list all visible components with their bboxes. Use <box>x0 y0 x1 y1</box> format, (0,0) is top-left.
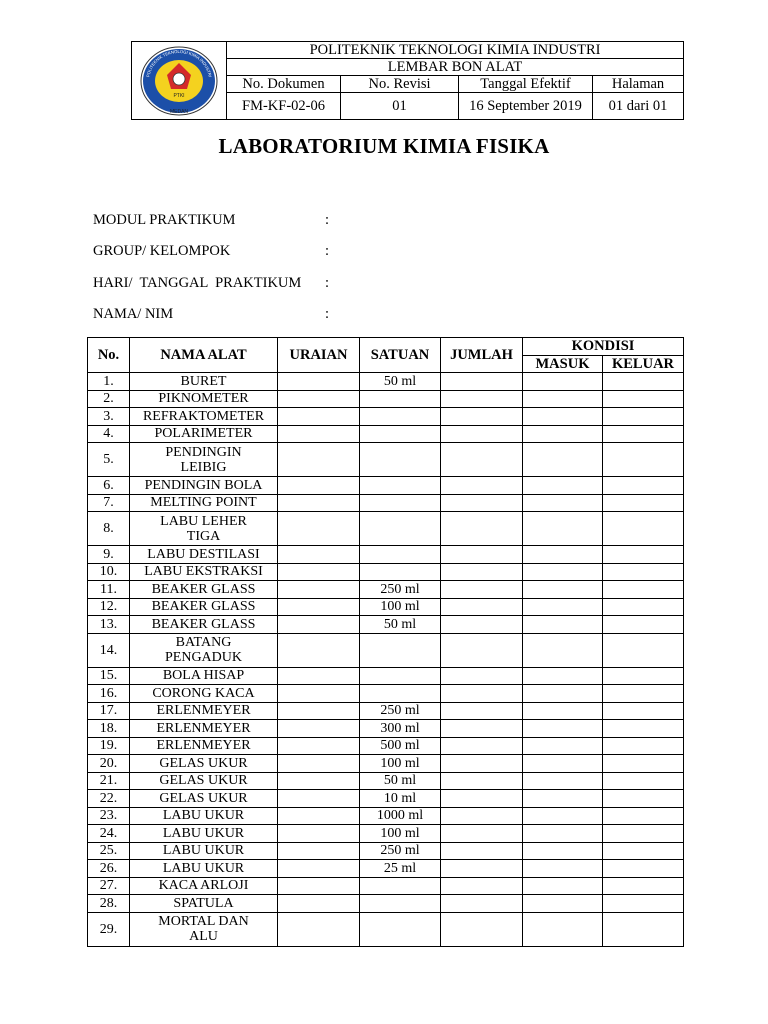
cell-no: 14. <box>88 633 130 667</box>
cell-jumlah <box>441 895 523 913</box>
effective-date-value: 16 September 2019 <box>459 93 593 120</box>
cell-jumlah <box>441 720 523 738</box>
cell-nama-alat: GELAS UKUR <box>130 755 278 773</box>
cell-jumlah <box>441 512 523 546</box>
cell-uraian <box>278 842 360 860</box>
form-field-colon: : <box>325 275 330 291</box>
cell-uraian <box>278 581 360 599</box>
cell-satuan <box>360 408 441 426</box>
cell-nama-alat: ERLENMEYER <box>130 702 278 720</box>
cell-nama-alat: BOLA HISAP <box>130 667 278 685</box>
page-value: 01 dari 01 <box>593 93 684 120</box>
cell-uraian <box>278 598 360 616</box>
cell-no: 25. <box>88 842 130 860</box>
form-field-colon: : <box>325 243 330 259</box>
cell-keluar <box>603 772 684 790</box>
cell-no: 27. <box>88 877 130 895</box>
cell-jumlah <box>441 477 523 495</box>
cell-nama-alat: LABU UKUR <box>130 860 278 878</box>
cell-satuan: 250 ml <box>360 842 441 860</box>
cell-masuk <box>523 755 603 773</box>
cell-nama-alat: BATANG PENGADUK <box>130 633 278 667</box>
cell-masuk <box>523 912 603 946</box>
cell-masuk <box>523 598 603 616</box>
table-row <box>88 860 684 878</box>
table-row <box>88 598 684 616</box>
table-row <box>88 546 684 564</box>
cell-no: 4. <box>88 425 130 443</box>
table-row <box>88 494 684 512</box>
cell-masuk <box>523 790 603 808</box>
cell-masuk <box>523 737 603 755</box>
cell-keluar <box>603 390 684 408</box>
cell-masuk <box>523 408 603 426</box>
cell-uraian <box>278 825 360 843</box>
form-field-colon: : <box>325 212 330 228</box>
cell-satuan <box>360 667 441 685</box>
cell-nama-alat: LABU LEHER TIGA <box>130 512 278 546</box>
cell-masuk <box>523 807 603 825</box>
cell-jumlah <box>441 390 523 408</box>
cell-jumlah <box>441 598 523 616</box>
table-row <box>88 443 684 477</box>
form-field-label: MODUL PRAKTIKUM <box>93 212 236 228</box>
cell-keluar <box>603 477 684 495</box>
cell-jumlah <box>441 633 523 667</box>
cell-keluar <box>603 667 684 685</box>
cell-uraian <box>278 425 360 443</box>
cell-uraian <box>278 702 360 720</box>
cell-masuk <box>523 494 603 512</box>
table-row <box>88 685 684 703</box>
cell-jumlah <box>441 807 523 825</box>
cell-nama-alat: POLARIMETER <box>130 425 278 443</box>
cell-masuk <box>523 685 603 703</box>
cell-uraian <box>278 877 360 895</box>
table-row <box>88 912 684 946</box>
cell-nama-alat: GELAS UKUR <box>130 772 278 790</box>
col-header-satuan: SATUAN <box>360 338 441 373</box>
cell-jumlah <box>441 702 523 720</box>
cell-no: 23. <box>88 807 130 825</box>
cell-nama-alat: GELAS UKUR <box>130 790 278 808</box>
cell-no: 7. <box>88 494 130 512</box>
cell-no: 12. <box>88 598 130 616</box>
cell-nama-alat: BEAKER GLASS <box>130 598 278 616</box>
cell-satuan <box>360 494 441 512</box>
cell-uraian <box>278 633 360 667</box>
cell-no: 28. <box>88 895 130 913</box>
cell-nama-alat: BEAKER GLASS <box>130 616 278 634</box>
cell-no: 11. <box>88 581 130 599</box>
equipment-table <box>87 337 684 947</box>
cell-satuan: 300 ml <box>360 720 441 738</box>
cell-masuk <box>523 390 603 408</box>
cell-masuk <box>523 772 603 790</box>
table-row <box>88 737 684 755</box>
cell-satuan: 100 ml <box>360 755 441 773</box>
cell-no: 16. <box>88 685 130 703</box>
header-col-effective-date: Tanggal Efektif <box>459 76 593 93</box>
cell-uraian <box>278 546 360 564</box>
cell-jumlah <box>441 408 523 426</box>
cell-uraian <box>278 895 360 913</box>
cell-jumlah <box>441 494 523 512</box>
cell-uraian <box>278 477 360 495</box>
cell-keluar <box>603 825 684 843</box>
logo-cell <box>132 42 227 120</box>
cell-satuan <box>360 563 441 581</box>
cell-keluar <box>603 563 684 581</box>
cell-satuan: 50 ml <box>360 772 441 790</box>
cell-keluar <box>603 425 684 443</box>
cell-satuan <box>360 390 441 408</box>
cell-keluar <box>603 720 684 738</box>
cell-masuk <box>523 825 603 843</box>
cell-keluar <box>603 702 684 720</box>
cell-masuk <box>523 720 603 738</box>
table-row <box>88 477 684 495</box>
table-row <box>88 390 684 408</box>
cell-uraian <box>278 685 360 703</box>
cell-masuk <box>523 633 603 667</box>
cell-masuk <box>523 842 603 860</box>
cell-keluar <box>603 685 684 703</box>
header-col-page: Halaman <box>593 76 684 93</box>
cell-masuk <box>523 373 603 391</box>
cell-keluar <box>603 373 684 391</box>
cell-nama-alat: PIKNOMETER <box>130 390 278 408</box>
form-field-colon: : <box>325 306 330 322</box>
cell-masuk <box>523 546 603 564</box>
cell-keluar <box>603 443 684 477</box>
cell-no: 17. <box>88 702 130 720</box>
form-field-label: HARI/ TANGGAL PRAKTIKUM <box>93 275 302 291</box>
cell-satuan <box>360 512 441 546</box>
cell-jumlah <box>441 755 523 773</box>
cell-uraian <box>278 772 360 790</box>
cell-no: 1. <box>88 373 130 391</box>
equipment-rows <box>88 373 684 947</box>
cell-satuan <box>360 425 441 443</box>
cell-uraian <box>278 720 360 738</box>
table-row <box>88 633 684 667</box>
cell-nama-alat: CORONG KACA <box>130 685 278 703</box>
cell-satuan <box>360 877 441 895</box>
cell-satuan: 50 ml <box>360 373 441 391</box>
cell-satuan: 100 ml <box>360 825 441 843</box>
cell-nama-alat: LABU UKUR <box>130 807 278 825</box>
col-header-masuk: MASUK <box>523 356 603 373</box>
cell-uraian <box>278 860 360 878</box>
table-row <box>88 842 684 860</box>
cell-keluar <box>603 895 684 913</box>
cell-no: 8. <box>88 512 130 546</box>
cell-uraian <box>278 563 360 581</box>
cell-nama-alat: PENDINGIN BOLA <box>130 477 278 495</box>
cell-no: 5. <box>88 443 130 477</box>
cell-satuan: 500 ml <box>360 737 441 755</box>
cell-masuk <box>523 425 603 443</box>
cell-no: 2. <box>88 390 130 408</box>
table-row <box>88 563 684 581</box>
cell-masuk <box>523 512 603 546</box>
cell-uraian <box>278 512 360 546</box>
cell-jumlah <box>441 772 523 790</box>
col-header-nama-alat: NAMA ALAT <box>130 338 278 373</box>
cell-keluar <box>603 598 684 616</box>
table-row <box>88 772 684 790</box>
cell-jumlah <box>441 860 523 878</box>
cell-nama-alat: ERLENMEYER <box>130 737 278 755</box>
table-row <box>88 581 684 599</box>
cell-keluar <box>603 616 684 634</box>
page-title: LABORATORIUM KIMIA FISIKA <box>218 134 550 158</box>
revision-value: 01 <box>341 93 459 120</box>
col-header-jumlah: JUMLAH <box>441 338 523 373</box>
cell-satuan: 1000 ml <box>360 807 441 825</box>
col-header-uraian: URAIAN <box>278 338 360 373</box>
table-row <box>88 807 684 825</box>
header-col-revision: No. Revisi <box>341 76 459 93</box>
header-col-doc-number: No. Dokumen <box>227 76 341 93</box>
table-row <box>88 755 684 773</box>
cell-jumlah <box>441 737 523 755</box>
table-row <box>88 616 684 634</box>
cell-nama-alat: LABU UKUR <box>130 825 278 843</box>
cell-keluar <box>603 546 684 564</box>
cell-nama-alat: SPATULA <box>130 895 278 913</box>
table-row <box>88 373 684 391</box>
logo-center-text: PTKI <box>173 92 185 99</box>
cell-jumlah <box>441 877 523 895</box>
table-row <box>88 720 684 738</box>
cell-uraian <box>278 667 360 685</box>
cell-keluar <box>603 877 684 895</box>
cell-satuan: 50 ml <box>360 616 441 634</box>
cell-satuan: 250 ml <box>360 581 441 599</box>
cell-keluar <box>603 633 684 667</box>
cell-masuk <box>523 443 603 477</box>
cell-masuk <box>523 860 603 878</box>
institution-logo <box>139 45 219 117</box>
cell-nama-alat: LABU DESTILASI <box>130 546 278 564</box>
cell-no: 10. <box>88 563 130 581</box>
cell-no: 24. <box>88 825 130 843</box>
cell-uraian <box>278 616 360 634</box>
cell-no: 15. <box>88 667 130 685</box>
cell-uraian <box>278 443 360 477</box>
cell-keluar <box>603 807 684 825</box>
cell-uraian <box>278 807 360 825</box>
cell-masuk <box>523 616 603 634</box>
cell-satuan <box>360 546 441 564</box>
form-field-label: NAMA/ NIM <box>93 306 174 322</box>
cell-satuan: 250 ml <box>360 702 441 720</box>
col-header-kondisi: KONDISI <box>523 338 684 356</box>
table-row <box>88 877 684 895</box>
cell-satuan: 10 ml <box>360 790 441 808</box>
cell-no: 26. <box>88 860 130 878</box>
cell-nama-alat: PENDINGIN LEIBIG <box>130 443 278 477</box>
cell-jumlah <box>441 546 523 564</box>
table-row <box>88 408 684 426</box>
cell-no: 22. <box>88 790 130 808</box>
cell-uraian <box>278 408 360 426</box>
cell-jumlah <box>441 443 523 477</box>
cell-jumlah <box>441 685 523 703</box>
cell-jumlah <box>441 790 523 808</box>
cell-jumlah <box>441 667 523 685</box>
cell-nama-alat: LABU UKUR <box>130 842 278 860</box>
cell-no: 13. <box>88 616 130 634</box>
cell-nama-alat: BURET <box>130 373 278 391</box>
cell-no: 18. <box>88 720 130 738</box>
logo-bottom-text: MEDAN <box>169 108 189 115</box>
cell-keluar <box>603 737 684 755</box>
cell-jumlah <box>441 373 523 391</box>
cell-satuan <box>360 477 441 495</box>
cell-satuan: 100 ml <box>360 598 441 616</box>
cell-masuk <box>523 477 603 495</box>
cell-keluar <box>603 512 684 546</box>
cell-keluar <box>603 842 684 860</box>
table-row <box>88 702 684 720</box>
cell-uraian <box>278 390 360 408</box>
cell-jumlah <box>441 616 523 634</box>
cell-masuk <box>523 563 603 581</box>
logo-ring-text: POLITEKNIK TEKNOLOGI KIMIA INDUSTRI <box>145 48 213 78</box>
cell-no: 21. <box>88 772 130 790</box>
document-header <box>131 41 684 120</box>
table-row <box>88 425 684 443</box>
cell-keluar <box>603 494 684 512</box>
cell-uraian <box>278 790 360 808</box>
form-name: LEMBAR BON ALAT <box>227 59 684 76</box>
cell-no: 20. <box>88 755 130 773</box>
cell-jumlah <box>441 425 523 443</box>
cell-no: 29. <box>88 912 130 946</box>
cell-keluar <box>603 860 684 878</box>
cell-uraian <box>278 912 360 946</box>
cell-keluar <box>603 408 684 426</box>
institution-name: POLITEKNIK TEKNOLOGI KIMIA INDUSTRI <box>227 42 684 59</box>
cell-satuan: 25 ml <box>360 860 441 878</box>
table-row <box>88 667 684 685</box>
cell-jumlah <box>441 563 523 581</box>
cell-nama-alat: ERLENMEYER <box>130 720 278 738</box>
col-header-no: No. <box>88 338 130 373</box>
cell-keluar <box>603 912 684 946</box>
cell-no: 9. <box>88 546 130 564</box>
cell-keluar <box>603 755 684 773</box>
cell-nama-alat: LABU EKSTRAKSI <box>130 563 278 581</box>
cell-satuan <box>360 443 441 477</box>
cell-satuan <box>360 633 441 667</box>
cell-nama-alat: MELTING POINT <box>130 494 278 512</box>
cell-no: 3. <box>88 408 130 426</box>
cell-satuan <box>360 912 441 946</box>
table-row <box>88 790 684 808</box>
cell-jumlah <box>441 825 523 843</box>
cell-nama-alat: BEAKER GLASS <box>130 581 278 599</box>
cell-masuk <box>523 667 603 685</box>
cell-keluar <box>603 790 684 808</box>
cell-keluar <box>603 581 684 599</box>
cell-uraian <box>278 737 360 755</box>
cell-uraian <box>278 373 360 391</box>
cell-satuan <box>360 685 441 703</box>
cell-jumlah <box>441 912 523 946</box>
table-row <box>88 825 684 843</box>
cell-masuk <box>523 877 603 895</box>
cell-nama-alat: KACA ARLOJI <box>130 877 278 895</box>
cell-uraian <box>278 494 360 512</box>
form-field-label: GROUP/ KELOMPOK <box>93 243 231 259</box>
cell-nama-alat: MORTAL DAN ALU <box>130 912 278 946</box>
cell-no: 6. <box>88 477 130 495</box>
table-row <box>88 895 684 913</box>
cell-uraian <box>278 755 360 773</box>
cell-masuk <box>523 702 603 720</box>
col-header-keluar: KELUAR <box>603 356 684 373</box>
cell-nama-alat: REFRAKTOMETER <box>130 408 278 426</box>
table-row <box>88 512 684 546</box>
cell-jumlah <box>441 842 523 860</box>
cell-jumlah <box>441 581 523 599</box>
cell-masuk <box>523 895 603 913</box>
cell-masuk <box>523 581 603 599</box>
cell-satuan <box>360 895 441 913</box>
doc-number-value: FM-KF-02-06 <box>227 93 341 120</box>
cell-no: 19. <box>88 737 130 755</box>
